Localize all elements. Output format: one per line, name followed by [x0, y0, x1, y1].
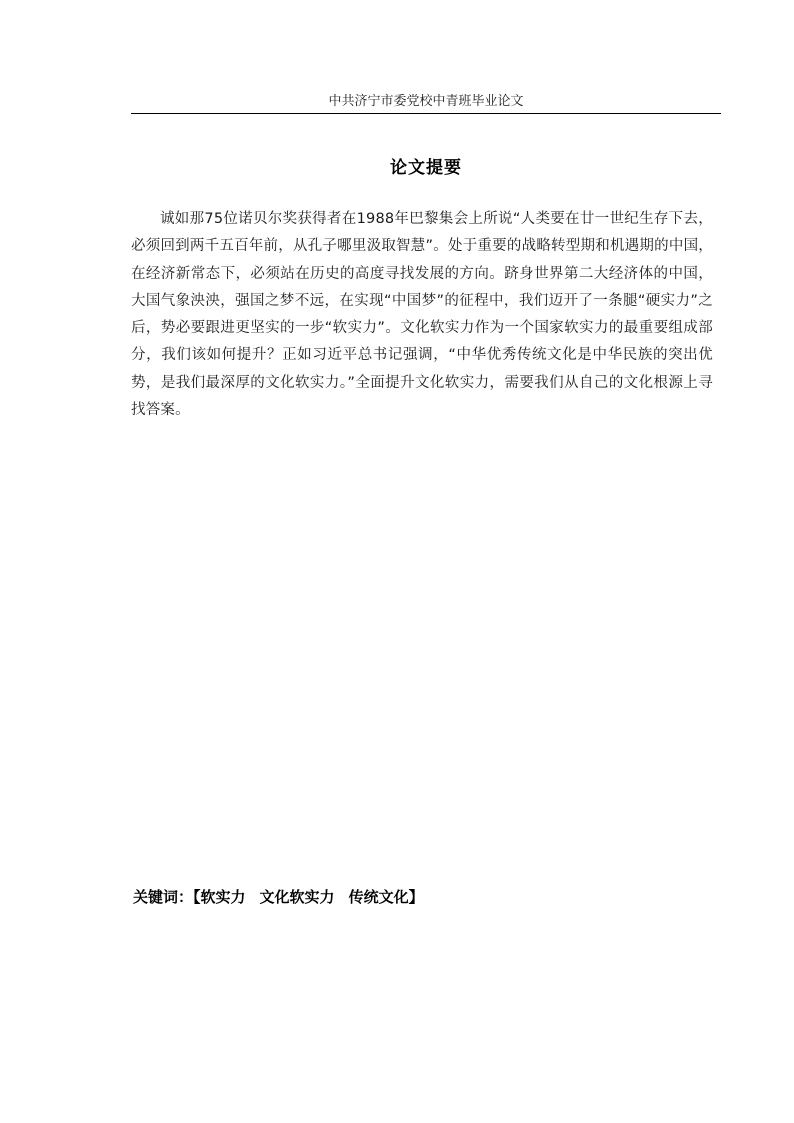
- keywords-line: [133, 885, 723, 909]
- keywords-label: 关键词：: [133, 888, 194, 906]
- running-header: [131, 93, 721, 114]
- running-header-text: 中共济宁市委党校中青班毕业论文: [328, 94, 524, 109]
- keyword-item: 传统文化: [348, 888, 409, 906]
- keywords-open-bracket: 【: [193, 888, 201, 906]
- abstract-title: 论文提要: [390, 158, 462, 178]
- keyword-item: 软实力: [200, 888, 246, 906]
- keywords-close-bracket: 】: [408, 888, 424, 906]
- abstract-body: 诚如那75位诺贝尔奖获得者在1988年巴黎集会上所说“人类要在廿一世纪生存下去，必须回到两千五百年前，从孔子哪里汲取智慧”。处于重要的战略转型期和机遇期的中国，在经济新常态下，必须站在历史的高度寻找发展的方向。跻身世界第二大经济体的中国，大国气象泱泱，强国之梦不远，在实现“中国梦”的征程中，我们迈开了一条腿“硬实力”之后，势必要跟进更坚实的一步“软实力”。文化软实力作为一个国家软实力的最重要组成部分，我们该如何提升？正如习近平总书记强调，“中华优秀传统文化是中华民族的突出优势，是我们最深厚的文化软实力。”全面提升文化软实力，需要我们从自己的文化根源上寻找答案。: [131, 211, 713, 419]
- keyword-item: 文化软实力: [259, 888, 335, 906]
